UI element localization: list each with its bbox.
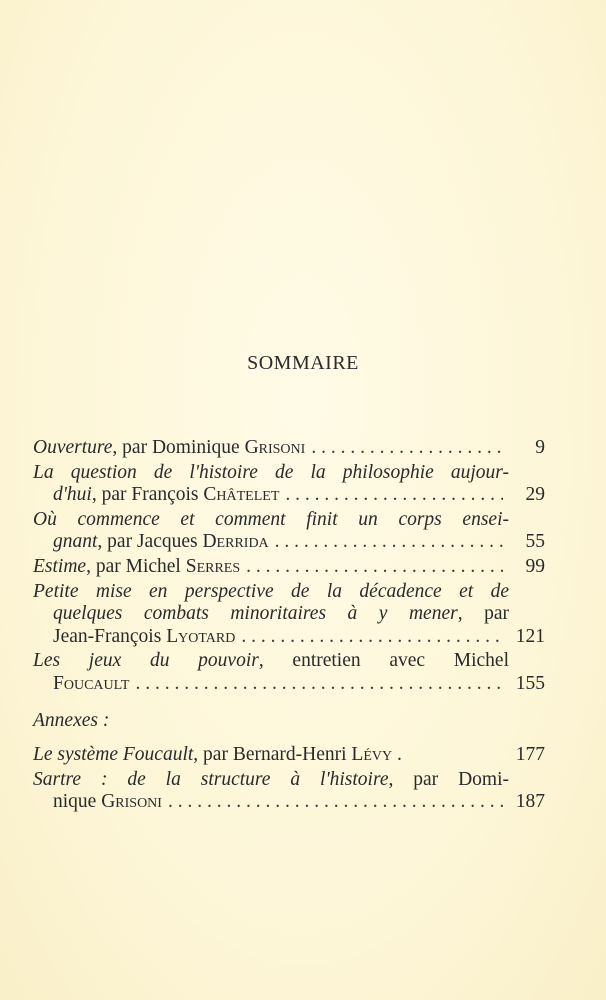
- entry-author: Grisoni: [244, 437, 306, 458]
- page-title: SOMMAIRE: [247, 352, 359, 374]
- entry-connector: Jean-François: [53, 625, 167, 647]
- entry-title: La question de l'histoire de la philosophie aujour-: [33, 461, 509, 483]
- entry-line-text: [53, 603, 509, 626]
- toc-entry-line: [33, 581, 509, 604]
- dot-leader: [135, 673, 503, 696]
- toc-entry-jeux-du-pouvoir[interactable]: [33, 650, 545, 695]
- toc-entry-line: [33, 484, 545, 507]
- toc-entry-ouverture[interactable]: [33, 437, 545, 460]
- entry-title: quelques combats minoritaires à y mener: [53, 603, 458, 625]
- page-number: 187: [515, 791, 545, 813]
- page-number: 155: [515, 672, 545, 694]
- entry-line-text: [33, 769, 509, 792]
- toc-entry-line: [33, 555, 545, 579]
- entry-connector: , par Michel: [86, 555, 186, 577]
- toc-entry-line: [33, 791, 545, 814]
- entry-title: Le système Foucault: [33, 744, 194, 766]
- dot-leader: [246, 556, 503, 579]
- entry-title: Les jeux du pouvoir: [33, 650, 259, 672]
- toc-entry-line: [33, 531, 545, 554]
- entry-author: Lévy: [351, 744, 393, 766]
- entry-connector: nique: [53, 791, 102, 813]
- entry-title: Estime: [33, 555, 87, 577]
- page-number: 29: [525, 484, 545, 506]
- entry-author: Serres: [185, 555, 241, 577]
- page-number: 177: [515, 744, 545, 766]
- entry-author: Grisoni: [101, 791, 162, 813]
- toc-entry-systeme-foucault[interactable]: [33, 744, 545, 767]
- toc-entry-sartre[interactable]: [33, 768, 545, 814]
- page-number: 99: [525, 555, 545, 577]
- dot-leader: [241, 626, 503, 649]
- toc-entry-petite-mise-en-perspective[interactable]: [33, 580, 545, 649]
- entry-connector: , par Bernard-Henri: [193, 744, 352, 766]
- entry-title: gnant: [53, 531, 98, 553]
- toc-entry-line: [33, 769, 509, 792]
- entry-connector: , par François: [91, 484, 204, 506]
- entry-connector: , par Jacques: [97, 531, 203, 553]
- page-number: 9: [535, 437, 545, 458]
- table-of-contents: [33, 437, 545, 816]
- toc-entry-line: [33, 625, 545, 649]
- entry-author: Lyotard: [166, 625, 236, 647]
- toc-entry-estime[interactable]: [33, 555, 545, 579]
- toc-entry-line: [33, 650, 509, 673]
- dot-leader: [285, 484, 503, 507]
- toc-entry-line: [33, 672, 545, 696]
- page-number: 55: [525, 531, 545, 553]
- annexes-heading: Annexes :: [33, 709, 110, 731]
- dot-leader: [275, 531, 503, 554]
- toc-entry-line: [33, 462, 509, 485]
- entry-connector: , par Dominique: [112, 437, 245, 458]
- entry-connector: , par: [457, 603, 509, 625]
- entry-author: Foucault: [53, 672, 130, 694]
- page-number: 121: [515, 625, 545, 647]
- toc-entry-question-histoire[interactable]: [33, 461, 545, 507]
- entry-connector: , par Domi-: [388, 768, 510, 790]
- dot-leader: [168, 791, 503, 814]
- entry-connector: , entretien avec Michel: [258, 650, 509, 672]
- entry-title: d'hui: [53, 484, 92, 506]
- entry-line-text: [33, 650, 509, 673]
- entry-title: Petite mise en perspective de la décadence et de: [33, 580, 509, 602]
- entry-author: Châtelet: [203, 484, 280, 506]
- toc-entry-line: [33, 744, 545, 767]
- toc-entry-line: [33, 603, 509, 626]
- entry-title: Ouverture: [33, 437, 113, 458]
- entry-author: Derrida: [202, 531, 269, 553]
- toc-entry-corps-enseignant[interactable]: [33, 508, 545, 554]
- entry-title: Sartre : de la structure à l'histoire: [33, 768, 389, 790]
- toc-entry-line: [33, 509, 509, 532]
- toc-entry-line: [33, 437, 545, 460]
- entry-suffix: .: [392, 744, 402, 766]
- dot-leader: [311, 437, 503, 460]
- entry-title: Où commence et comment finit un corps ensei-: [33, 508, 509, 530]
